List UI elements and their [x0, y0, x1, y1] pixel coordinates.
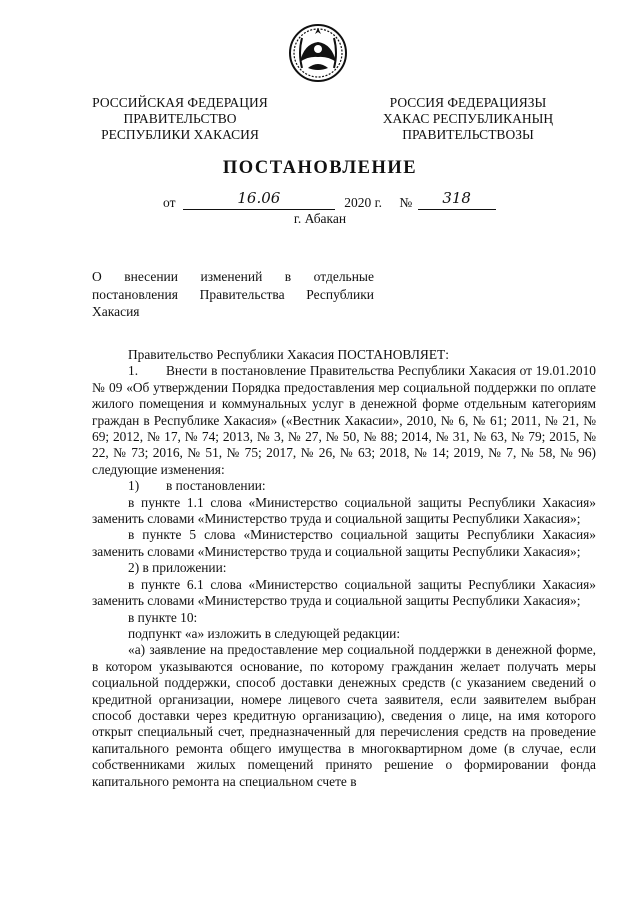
subitem-1-number: 1) [128, 478, 140, 494]
date-prefix: от [163, 195, 176, 210]
item-1 [92, 363, 596, 478]
header-right-line: ХАКАС РЕСПУБЛИКАНЫҢ [382, 111, 554, 126]
item-1-text: Внести в постановление Правительства Республики Хакасия от 19.01.2010 № 09 «Об утверждении Порядка предоставления мер социальной поддержки по оплате жилого помещения и коммунальных услуг в денежной форме отдельным категориям граждан в Республике Хакасия» («Вестник Хакасии», 2010, № 6, № 61; 2011, № 21, № 69; 2012, № 17, № 74; 2013, № 3, № 27, № 50, № 88; 2014, № 31, № 63, № 79; 2015, № 22, № 73; 2016, № 51, № 75; 2017, № 26, № 63; 2018, № 14; 2019, № 7, № 58, № 96) следующие изменения: [92, 363, 596, 477]
subitem-1 [92, 478, 596, 494]
header-left-line: РЕСПУБЛИКИ ХАКАСИЯ [101, 127, 259, 142]
coat-of-arms-emblem [288, 22, 348, 84]
paragraph-point-6-1: в пункте 6.1 слова «Министерство социальной защиты Республики Хакасия» заменить словами «Министерство труда и социальной защиты Республики Хакасия»; [92, 576, 596, 609]
paragraph-subpoint-a-text: «а) заявление на предоставление мер социальной поддержки в денежной форме, в котором указываются основание, по которому гражданин желает получать меры социальной поддержки, способ доставки денежных средств (с указанием сведений о кредитной организации, номере лицевого счета заявителя, если заявителем выбран способ доставки через кредитную организацию), сведения о лице, на имя которого открыт специальный счет, предназначенный для перечисления средств на проведение капитального ремонта общего имущества в многоквартирном доме (в случае, если собственниками жилых помещений принято решение о формировании фонда капитального ремонта на специальном счете в [92, 642, 596, 789]
subject-line: О внесении изменений в отдельные [92, 269, 374, 284]
preamble: Правительство Республики Хакасия ПОСТАНОВЛЯЕТ: [128, 347, 449, 362]
paragraph-point-1-1: в пункте 1.1 слова «Министерство социальной защиты Республики Хакасия» заменить словами «Министерство труда и социальной защиты Республики Хакасия»; [92, 494, 596, 527]
header-right-line: ПРАВИТЕЛЬСТВОЗЫ [402, 127, 534, 142]
paragraph-point-5: в пункте 5 слова «Министерство социальной защиты Республики Хакасия» заменить словами «Министерство труда и социальной защиты Республики Хакасия»; [92, 527, 596, 559]
number-field [418, 189, 496, 210]
subitem-2: 2) в приложении: [128, 560, 227, 576]
document-subject [92, 268, 374, 321]
date-year: 2020 г. [344, 195, 382, 210]
document-body [92, 347, 596, 790]
subitem-1-text: в постановлении: [166, 478, 266, 494]
date-handwritten: 16.06 [237, 189, 281, 207]
city-name: г. Абакан [293, 211, 347, 226]
number-handwritten: 318 [442, 189, 471, 207]
item-1-number: 1. [128, 363, 139, 379]
paragraph-subpoint-a-intro: подпункт «а» изложить в следующей редакции: [128, 625, 401, 641]
document-title: ПОСТАНОВЛЕНИЕ [222, 158, 418, 178]
header-left-line: ПРАВИТЕЛЬСТВО [123, 111, 237, 126]
paragraph-point-10: в пункте 10: [128, 609, 198, 625]
date-number-line [163, 189, 496, 211]
date-field [183, 189, 335, 210]
subject-line: Хакасия [92, 304, 140, 319]
number-sign: № [399, 195, 413, 210]
subject-line: постановления Правительства Республики [92, 286, 374, 302]
header-right [370, 95, 566, 143]
header-right-line: РОССИЯ ФЕДЕРАЦИЯЗЫ [389, 95, 547, 110]
header-left [82, 95, 278, 143]
header-left-line: РОССИЙСКАЯ ФЕДЕРАЦИЯ [92, 95, 268, 110]
